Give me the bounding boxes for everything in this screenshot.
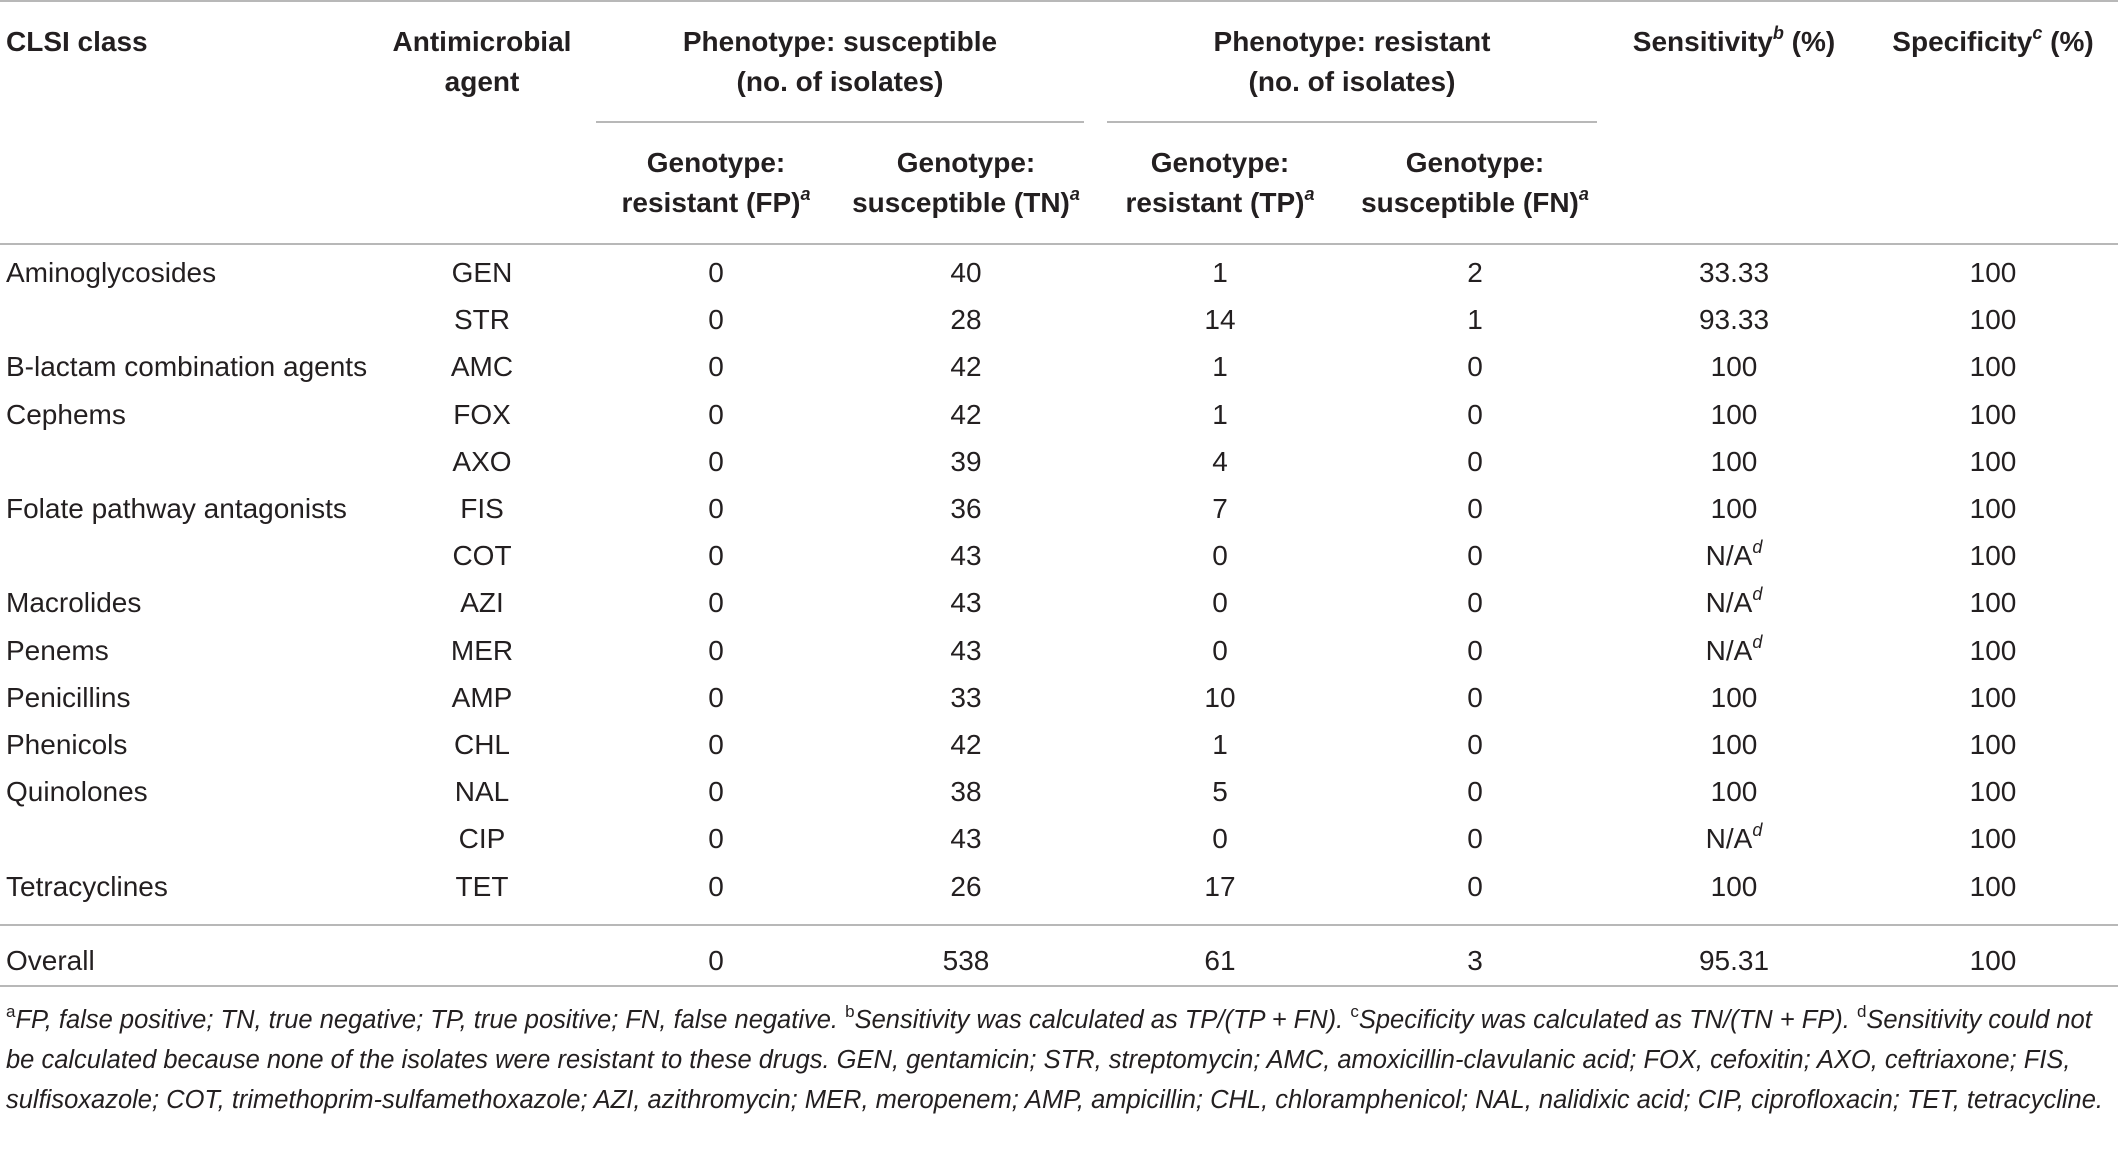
row-fp [596, 867, 836, 907]
header-specificity [1868, 22, 2118, 62]
row-fp-value: 0 [708, 682, 724, 713]
row-tn [836, 395, 1096, 435]
row-agent [372, 489, 592, 529]
table-bottom-rule [0, 985, 2118, 987]
row-agent-value: FIS [460, 493, 504, 524]
row-tn-value: 36 [950, 493, 982, 524]
row-fn [1340, 536, 1610, 576]
row-tn [836, 489, 1096, 529]
row-tp [1100, 489, 1340, 529]
row-tn [836, 772, 1096, 812]
row-tn [836, 631, 1096, 671]
header-sensitivity [1600, 22, 1868, 62]
row-sensitivity [1600, 395, 1868, 435]
row-agent-value: AXO [452, 446, 512, 477]
footnote-a-text: FP, false positive; TN, true negative; TP, true positive; FN, false negative. [15, 1006, 839, 1034]
row-agent-value: GEN [451, 257, 513, 288]
row-fp-value: 0 [708, 351, 724, 382]
row-sensitivity-value: 100 [1710, 493, 1758, 524]
row-sensitivity [1600, 583, 1868, 623]
row-sensitivity [1600, 536, 1868, 576]
row-class-value: Phenicols [6, 729, 128, 760]
row-tp-value: 10 [1204, 682, 1236, 713]
row-fp [596, 583, 836, 623]
row-tn-value: 42 [950, 351, 982, 382]
header-bottom-rule [0, 243, 2118, 245]
row-sensitivity-value: 100 [1710, 446, 1758, 477]
row-tn-value: 43 [950, 635, 982, 666]
row-class-value: Aminoglycosides [6, 257, 217, 288]
header-genotype-fp [596, 143, 836, 223]
row-specificity-value: 100 [1969, 776, 2017, 807]
table-footnotes [6, 1000, 2112, 1120]
row-sensitivity-value: N/A [1705, 823, 1753, 854]
row-sensitivity-value: 100 [1710, 776, 1758, 807]
footnote-c-mark: c [1350, 1001, 1359, 1021]
row-sensitivity [1600, 772, 1868, 812]
row-agent [372, 395, 592, 435]
row-specificity [1868, 442, 2118, 482]
row-tn-value: 39 [950, 446, 982, 477]
header-tp-line1: Genotype: [1150, 147, 1290, 178]
row-class [6, 725, 127, 765]
row-tn-value: 42 [950, 399, 982, 430]
row-fn [1340, 819, 1610, 859]
row-class [6, 347, 367, 387]
header-antimicrobial-agent [372, 22, 592, 102]
row-tp-value: 4 [1212, 446, 1228, 477]
row-specificity-value: 100 [1969, 587, 2017, 618]
header-agent-line1: Antimicrobial [392, 26, 572, 57]
row-class-value: Penicillins [6, 682, 131, 713]
header-pheno-s-line1: Phenotype: susceptible [682, 26, 998, 57]
row-tp-value: 1 [1212, 729, 1228, 760]
row-tp [1100, 442, 1340, 482]
row-agent [372, 867, 592, 907]
header-genotype-tp [1100, 143, 1340, 223]
row-tn [836, 583, 1096, 623]
phenotype-susceptible-rule [596, 121, 1084, 123]
row-fn [1340, 347, 1610, 387]
row-fp-value: 0 [708, 399, 724, 430]
row-specificity [1868, 395, 2118, 435]
phenotype-resistant-rule [1107, 121, 1597, 123]
row-specificity [1868, 536, 2118, 576]
row-fp-value: 0 [708, 635, 724, 666]
row-class-value: B-lactam combination agents [6, 351, 368, 382]
row-tn-value: 42 [950, 729, 982, 760]
row-tn [836, 725, 1096, 765]
row-sensitivity-value: 33.33 [1698, 257, 1770, 288]
header-sensitivity-unit: (%) [1783, 26, 1836, 57]
row-tp [1100, 253, 1340, 293]
row-specificity-value: 100 [1969, 399, 2017, 430]
row-sensitivity-value: 100 [1710, 682, 1758, 713]
row-fn [1340, 772, 1610, 812]
row-sensitivity [1600, 631, 1868, 671]
row-tp-value: 0 [1212, 635, 1228, 666]
row-sensitivity-value: N/A [1705, 540, 1753, 571]
row-specificity [1868, 867, 2118, 907]
row-sensitivity [1600, 300, 1868, 340]
row-agent-value: COT [452, 540, 512, 571]
row-agent [372, 300, 592, 340]
row-sensitivity-sup: d [1752, 819, 1763, 840]
row-tp-value: 1 [1212, 351, 1228, 382]
row-tp [1100, 678, 1340, 718]
row-specificity-value: 100 [1969, 304, 2017, 335]
header-clsi-class: CLSI class [6, 26, 148, 57]
row-specificity-value: 100 [1969, 871, 2017, 902]
row-fp-value: 0 [708, 776, 724, 807]
row-agent-value: AMP [451, 682, 513, 713]
row-tp [1100, 395, 1340, 435]
row-specificity-value: 100 [1969, 729, 2017, 760]
row-agent [372, 583, 592, 623]
row-tp [1100, 347, 1340, 387]
row-fn-value: 0 [1467, 682, 1483, 713]
row-sensitivity [1600, 347, 1868, 387]
row-fp [596, 489, 836, 529]
row-agent [372, 772, 592, 812]
row-specificity-value: 100 [1969, 682, 2017, 713]
row-specificity [1868, 489, 2118, 529]
row-tp [1100, 819, 1340, 859]
row-agent [372, 442, 592, 482]
row-class [6, 253, 216, 293]
row-fp-value: 0 [708, 587, 724, 618]
row-fp [596, 395, 836, 435]
row-fp-value: 0 [708, 493, 724, 524]
row-agent [372, 819, 592, 859]
header-fp-line1: Genotype: [646, 147, 786, 178]
row-specificity-value: 100 [1969, 257, 2017, 288]
header-pheno-s-line2: (no. of isolates) [736, 66, 944, 97]
header-tp-line2: resistant (TP) [1125, 187, 1305, 218]
row-tn-value: 43 [950, 540, 982, 571]
row-tp [1100, 300, 1340, 340]
row-tn-value: 38 [950, 776, 982, 807]
row-fp [596, 631, 836, 671]
row-agent [372, 725, 592, 765]
row-fn-value: 0 [1467, 635, 1483, 666]
row-class-value: Tetracyclines [6, 871, 168, 902]
header-genotype-tn [836, 143, 1096, 223]
row-class-value: Quinolones [6, 776, 148, 807]
row-fn-value: 0 [1467, 729, 1483, 760]
row-fp-value: 0 [708, 446, 724, 477]
row-tn [836, 678, 1096, 718]
row-tp [1100, 725, 1340, 765]
row-class-value: Penems [6, 635, 109, 666]
row-class [6, 772, 148, 812]
row-agent [372, 347, 592, 387]
row-fn-value: 0 [1467, 823, 1483, 854]
header-specificity-label: Specificity [1892, 26, 2033, 57]
row-agent-value: FOX [453, 399, 511, 430]
header-sensitivity-label: Sensitivity [1632, 26, 1773, 57]
row-fn-value: 1 [1467, 304, 1483, 335]
row-class [6, 395, 126, 435]
overall-sensitivity: 95.31 [1698, 945, 1770, 976]
header-agent-line2: agent [444, 66, 520, 97]
row-fn [1340, 395, 1610, 435]
row-sensitivity [1600, 678, 1868, 718]
row-fn-value: 0 [1467, 351, 1483, 382]
row-fn [1340, 253, 1610, 293]
row-sensitivity-value: 100 [1710, 399, 1758, 430]
row-fp [596, 442, 836, 482]
row-sensitivity-value: N/A [1705, 587, 1753, 618]
footnote-a-mark: a [6, 1001, 16, 1021]
row-tn-value: 26 [950, 871, 982, 902]
row-fn-value: 0 [1467, 776, 1483, 807]
row-fp [596, 253, 836, 293]
footnote-b-text: Sensitivity was calculated as TP/(TP + FN). [854, 1006, 1344, 1034]
row-class [6, 678, 131, 718]
row-fp [596, 678, 836, 718]
row-sensitivity-sup: d [1752, 583, 1763, 604]
header-fn-sup: a [1578, 183, 1589, 204]
row-fn [1340, 583, 1610, 623]
row-tp [1100, 583, 1340, 623]
row-fp [596, 819, 836, 859]
row-agent-value: STR [454, 304, 510, 335]
row-agent [372, 253, 592, 293]
row-class [6, 631, 109, 671]
row-specificity [1868, 725, 2118, 765]
row-tn [836, 253, 1096, 293]
row-fn [1340, 725, 1610, 765]
row-tn-value: 43 [950, 587, 982, 618]
row-fp-value: 0 [708, 729, 724, 760]
row-agent-value: AZI [460, 587, 504, 618]
footnote-d-text: Sensitivity could not be calculated because none of the isolates were resistant to these drugs. GEN, gentamicin; STR, streptomycin; AMC, amoxicillin-clavulanic acid; FOX, cefoxitin; AXO, ceftriaxone; FIS, sulfisoxazole; COT, trimethoprim-sulfamethoxazole; AZI, azithromycin; MER, meropenem; AMP, ampicillin; CHL, chloramphenicol; NAL, nalidixic acid; CIP, ciprofloxacin; TET, tetracycline. [6, 1006, 2103, 1114]
row-tn-value: 40 [950, 257, 982, 288]
header-pheno-r-line2: (no. of isolates) [1248, 66, 1456, 97]
header-tn-sup: a [1069, 183, 1080, 204]
header-genotype-fn [1340, 143, 1610, 223]
header-phenotype-resistant [1107, 22, 1597, 102]
header-sensitivity-sup: b [1772, 22, 1784, 43]
row-specificity-value: 100 [1969, 540, 2017, 571]
footnote-b-mark: b [845, 1001, 855, 1021]
row-fp-value: 0 [708, 304, 724, 335]
row-fn-value: 0 [1467, 446, 1483, 477]
overall-class: Overall [6, 945, 95, 976]
row-fn-value: 0 [1467, 493, 1483, 524]
row-fp-value: 0 [708, 871, 724, 902]
row-tn [836, 867, 1096, 907]
row-fp [596, 772, 836, 812]
row-fn-value: 0 [1467, 871, 1483, 902]
row-agent [372, 678, 592, 718]
row-sensitivity [1600, 725, 1868, 765]
row-fp [596, 347, 836, 387]
header-fn-line2: susceptible (FN) [1361, 187, 1579, 218]
row-specificity-value: 100 [1969, 351, 2017, 382]
header-tp-sup: a [1304, 183, 1315, 204]
row-specificity-value: 100 [1969, 493, 2017, 524]
row-tn-value: 28 [950, 304, 982, 335]
row-sensitivity-sup: d [1752, 536, 1763, 557]
row-tp-value: 1 [1212, 257, 1228, 288]
row-tp-value: 0 [1212, 540, 1228, 571]
row-tp-value: 1 [1212, 399, 1228, 430]
row-specificity [1868, 819, 2118, 859]
row-fp [596, 536, 836, 576]
row-tp-value: 7 [1212, 493, 1228, 524]
footnote-c-text: Specificity was calculated as TN/(TN + FP). [1358, 1006, 1850, 1034]
header-phenotype-susceptible [596, 22, 1084, 102]
header-tn-line2: susceptible (TN) [852, 187, 1070, 218]
row-fn-value: 2 [1467, 257, 1483, 288]
row-specificity [1868, 631, 2118, 671]
row-tn [836, 300, 1096, 340]
row-fn-value: 0 [1467, 540, 1483, 571]
row-tn-value: 43 [950, 823, 982, 854]
header-fp-sup: a [800, 183, 811, 204]
row-fn [1340, 631, 1610, 671]
row-tn [836, 819, 1096, 859]
row-tn [836, 347, 1096, 387]
overall-tn: 538 [942, 945, 990, 976]
header-specificity-sup: c [2032, 22, 2043, 43]
header-pheno-r-line1: Phenotype: resistant [1213, 26, 1491, 57]
row-sensitivity [1600, 442, 1868, 482]
overall-tp: 61 [1204, 945, 1236, 976]
row-sensitivity [1600, 867, 1868, 907]
row-fp-value: 0 [708, 823, 724, 854]
row-fn [1340, 489, 1610, 529]
row-agent-value: CHL [453, 729, 510, 760]
row-sensitivity-value: 93.33 [1698, 304, 1770, 335]
row-specificity-value: 100 [1969, 635, 2017, 666]
row-class [6, 489, 347, 529]
row-sensitivity [1600, 819, 1868, 859]
row-sensitivity [1600, 253, 1868, 293]
row-tp-value: 14 [1204, 304, 1236, 335]
row-class-value: Cephems [6, 399, 126, 430]
row-fp-value: 0 [708, 257, 724, 288]
row-specificity [1868, 583, 2118, 623]
header-fp-line2: resistant (FP) [621, 187, 801, 218]
row-tp [1100, 772, 1340, 812]
row-agent [372, 631, 592, 671]
row-tp-value: 5 [1212, 776, 1228, 807]
row-sensitivity-value: 100 [1710, 871, 1758, 902]
overall-rule [0, 924, 2118, 926]
row-tp-value: 0 [1212, 587, 1228, 618]
row-specificity-value: 100 [1969, 446, 2017, 477]
header-tn-line1: Genotype: [896, 147, 1036, 178]
header-fn-line1: Genotype: [1405, 147, 1545, 178]
row-specificity-value: 100 [1969, 823, 2017, 854]
row-tn [836, 442, 1096, 482]
row-tp-value: 17 [1204, 871, 1236, 902]
row-sensitivity [1600, 489, 1868, 529]
row-fn [1340, 442, 1610, 482]
row-class-value: Folate pathway antagonists [6, 493, 347, 524]
row-class-value: Macrolides [6, 587, 142, 618]
row-agent-value: TET [455, 871, 509, 902]
row-fp-value: 0 [708, 540, 724, 571]
row-specificity [1868, 253, 2118, 293]
row-sensitivity-value: 100 [1710, 729, 1758, 760]
row-agent-value: MER [450, 635, 514, 666]
overall-specificity: 100 [1969, 945, 2017, 976]
table-top-rule [0, 0, 2118, 2]
row-tp [1100, 631, 1340, 671]
row-specificity [1868, 300, 2118, 340]
overall-fn: 3 [1467, 945, 1483, 976]
row-fn-value: 0 [1467, 399, 1483, 430]
row-agent-value: NAL [454, 776, 510, 807]
row-agent-value: CIP [458, 823, 506, 854]
row-sensitivity-value: N/A [1705, 635, 1753, 666]
row-fp [596, 300, 836, 340]
row-tn-value: 33 [950, 682, 982, 713]
row-class [6, 867, 168, 907]
row-fn [1340, 678, 1610, 718]
row-tn [836, 536, 1096, 576]
row-specificity [1868, 347, 2118, 387]
row-agent [372, 536, 592, 576]
row-sensitivity-value: 100 [1710, 351, 1758, 382]
row-specificity [1868, 772, 2118, 812]
row-fp [596, 725, 836, 765]
footnote-d-mark: d [1856, 1001, 1867, 1021]
overall-fp: 0 [708, 945, 724, 976]
row-agent-value: AMC [450, 351, 514, 382]
row-tp [1100, 867, 1340, 907]
row-class [6, 583, 141, 623]
row-sensitivity-sup: d [1752, 631, 1763, 652]
row-tp-value: 0 [1212, 823, 1228, 854]
row-fn [1340, 300, 1610, 340]
row-specificity [1868, 678, 2118, 718]
row-fn-value: 0 [1467, 587, 1483, 618]
row-tp [1100, 536, 1340, 576]
header-specificity-unit: (%) [2042, 26, 2094, 57]
row-fn [1340, 867, 1610, 907]
